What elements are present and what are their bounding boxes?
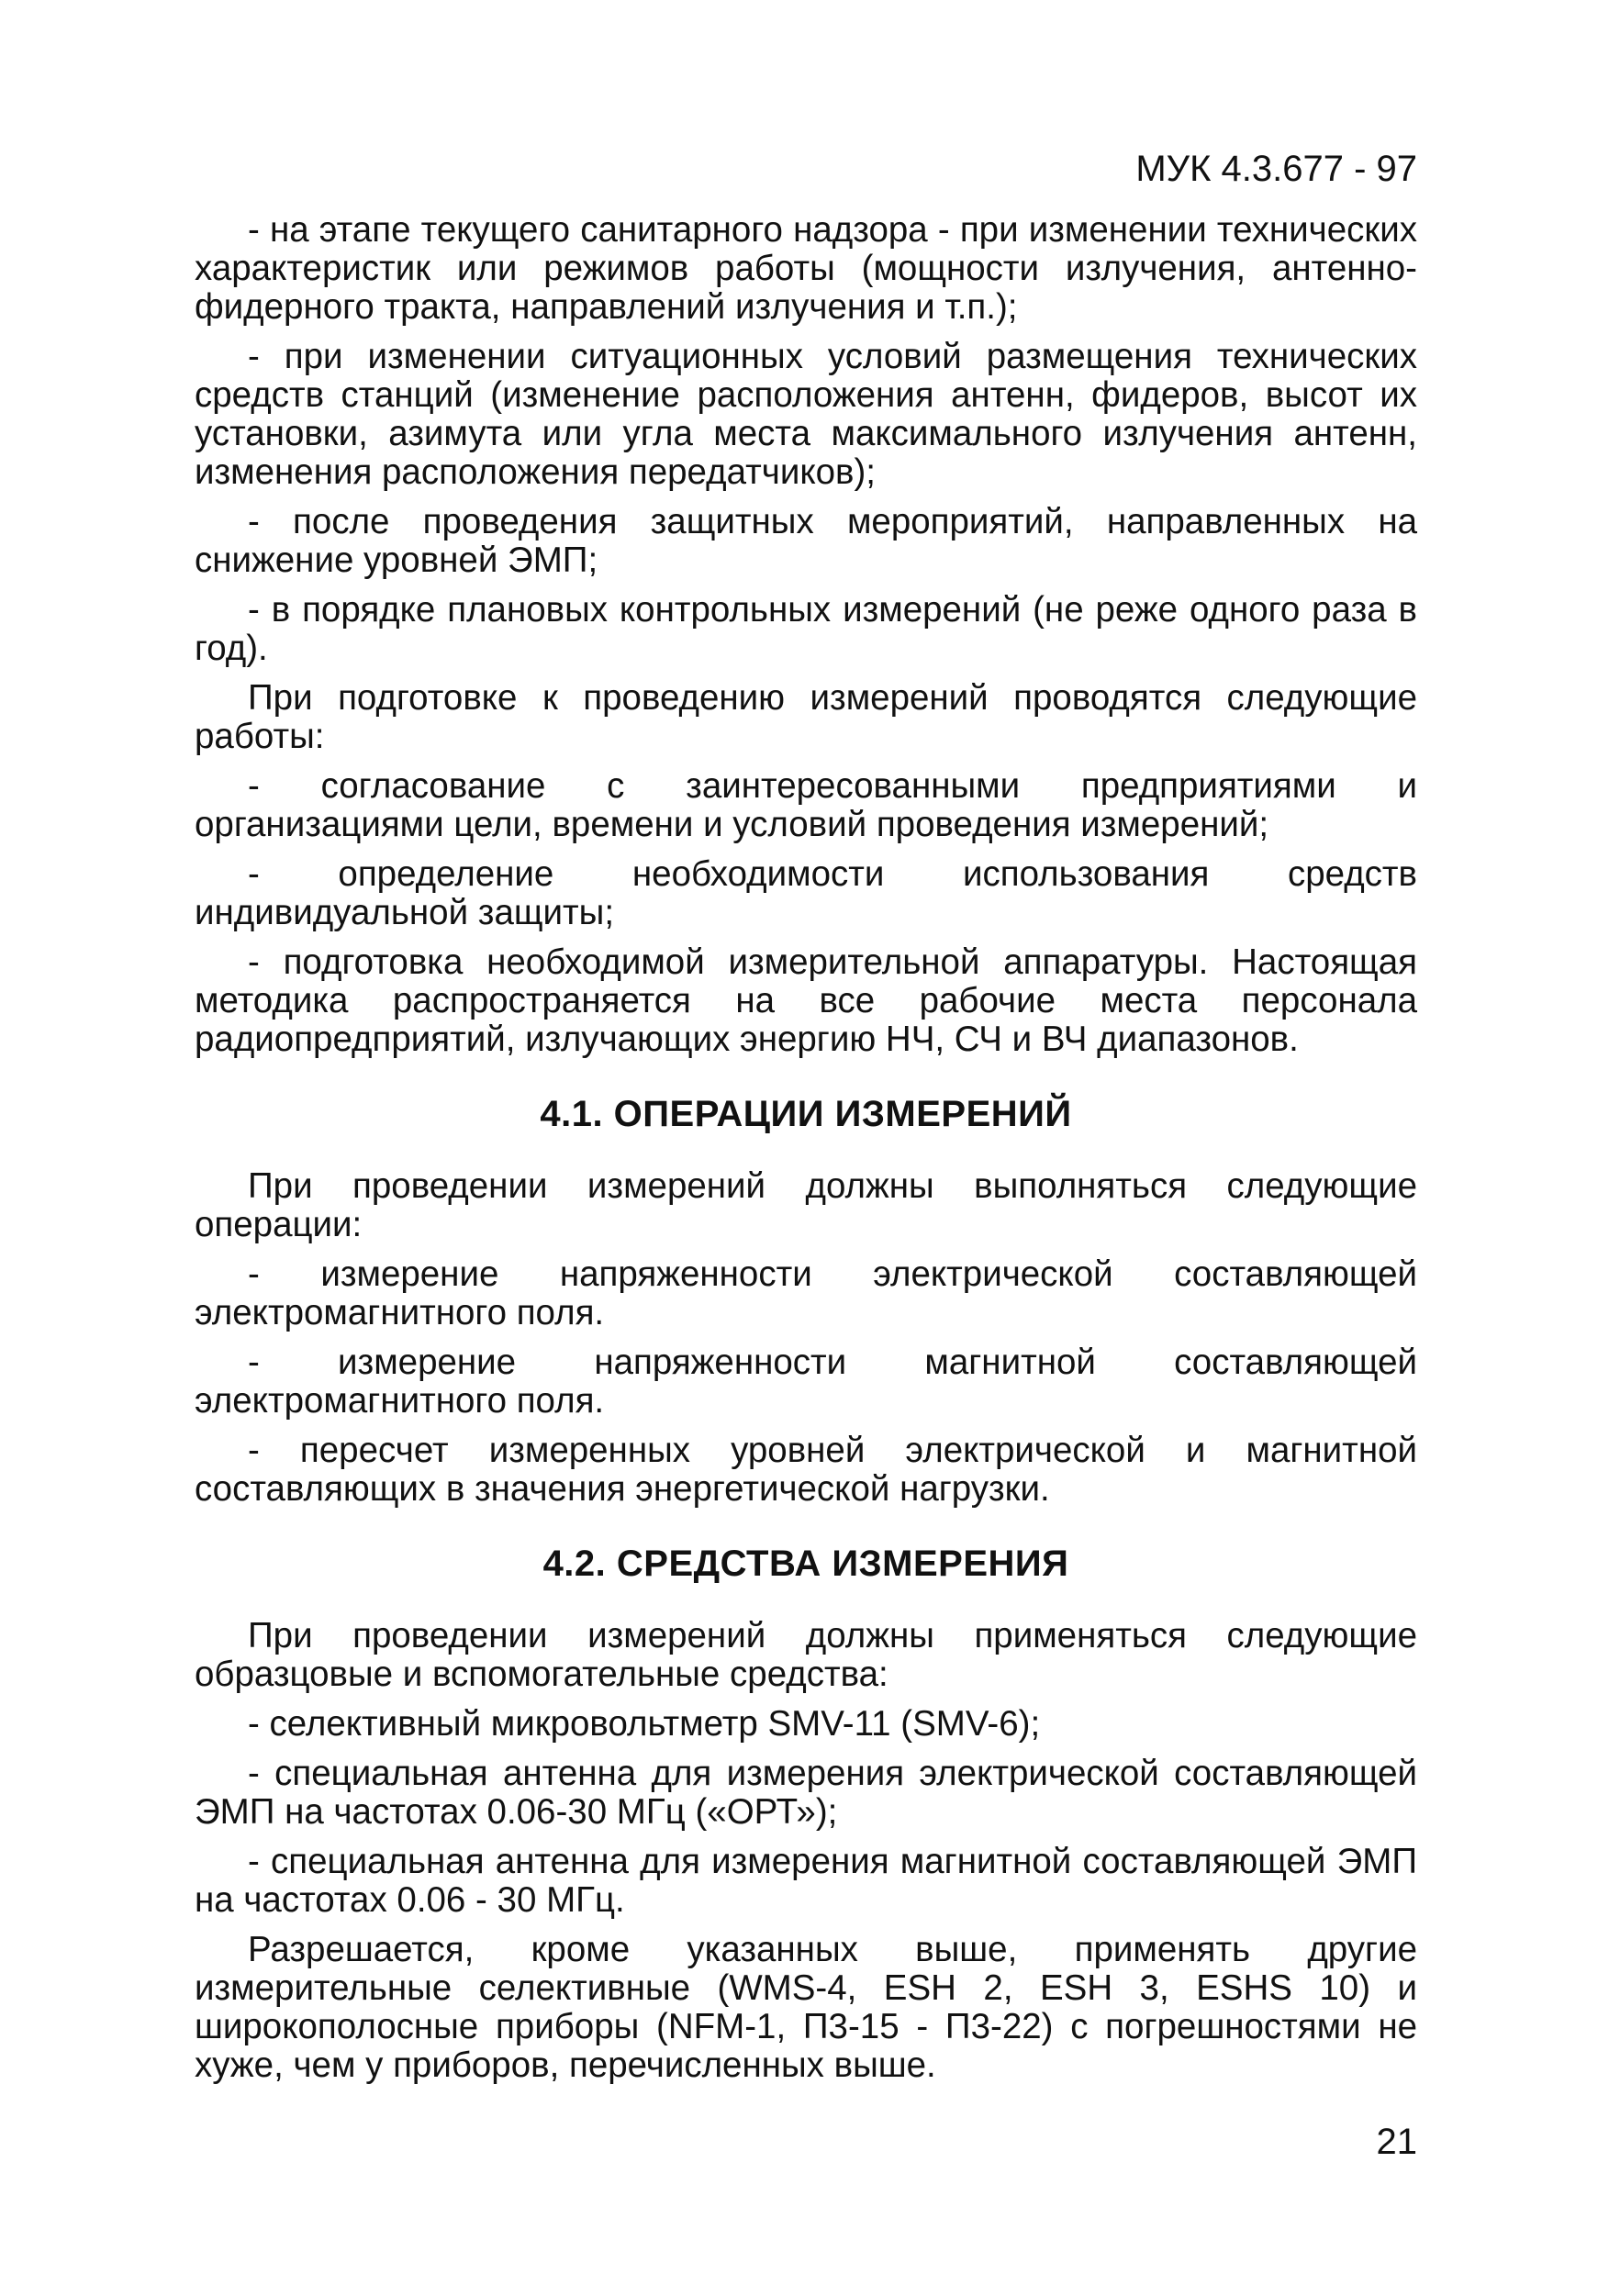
paragraph-equipment-preparation: - подготовка необходимой измерительной аппаратуры. Настоящая методика распространяется на все рабочие места персонала радиопредприятий, излучающих энергию НЧ, СЧ и ВЧ диапазонов. — [195, 942, 1417, 1059]
paragraph-operations-intro: При проведении измерений должны выполняться следующие операции: — [195, 1166, 1417, 1244]
paragraph-protection-means: - определение необходимости использования средств индивидуальной защиты; — [195, 854, 1417, 932]
paragraph-preparation-intro: При подготовке к проведению измерений проводятся следующие работы: — [195, 678, 1417, 756]
paragraph-situational-conditions: - при изменении ситуационных условий размещения технических средств станций (изменение расположения антенн, фидеров, высот их установки, азимута или угла места максимального излучения антенн, изменения расположения передатчиков); — [195, 337, 1417, 492]
document-page — [195, 147, 1417, 2221]
paragraph-protective-measures: - после проведения защитных мероприятий, направленных на снижение уровней ЭМП; — [195, 502, 1417, 580]
paragraph-coordination: - согласование с заинтересованными предприятиями и организациями цели, времени и условий проведения измерений; — [195, 766, 1417, 844]
paragraph-electric-antenna: - специальная антенна для измерения электрической составляющей ЭМП на частотах 0.06-30 МГц («ОРТ»); — [195, 1754, 1417, 1832]
section-title-measurement-operations: 4.1. ОПЕРАЦИИ ИЗМЕРЕНИЙ — [540, 1094, 1072, 1134]
paragraph-planned-measurements: - в порядке плановых контрольных измерений (не реже одного раза в год). — [195, 590, 1417, 668]
section-title-measurement-means: 4.2. СРЕДСТВА ИЗМЕРЕНИЯ — [542, 1544, 1069, 1584]
paragraph-alternative-devices: Разрешается, кроме указанных выше, применять другие измерительные селективные (WMS-4, ESH 2, ESH 3, ESHS 10) и широкополосные приборы (NFM-1, П3-15 - П3-22) с погрешностями не хуже, чем у приборов, перечисленных выше. — [195, 1930, 1417, 2085]
paragraph-electric-field-measurement: - измерение напряженности электрической составляющей электромагнитного поля. — [195, 1254, 1417, 1332]
paragraph-means-intro: При проведении измерений должны применяться следующие образцовые и вспомогательные средства: — [195, 1616, 1417, 1694]
paragraph-magnetic-antenna: - специальная антенна для измерения магнитной составляющей ЭМП на частотах 0.06 - 30 МГц. — [195, 1842, 1417, 1920]
paragraph-sanitary-supervision: - на этапе текущего санитарного надзора - при изменении технических характеристик или режимов работы (мощности излучения, антенно-фидерного тракта, направлений излучения и т.п.); — [195, 210, 1417, 327]
paragraph-selective-microvoltmeter: - селективный микровольтметр SMV-11 (SMV-6); — [248, 1704, 1041, 1744]
paragraph-magnetic-field-measurement: - измерение напряженности магнитной составляющей электромагнитного поля. — [195, 1343, 1417, 1421]
page-number: 21 — [1376, 2122, 1417, 2162]
document-code-header: МУК 4.3.677 - 97 — [1135, 149, 1417, 189]
paragraph-energy-load-conversion: - пересчет измеренных уровней электрической и магнитной составляющих в значения энергетической нагрузки. — [195, 1431, 1417, 1509]
